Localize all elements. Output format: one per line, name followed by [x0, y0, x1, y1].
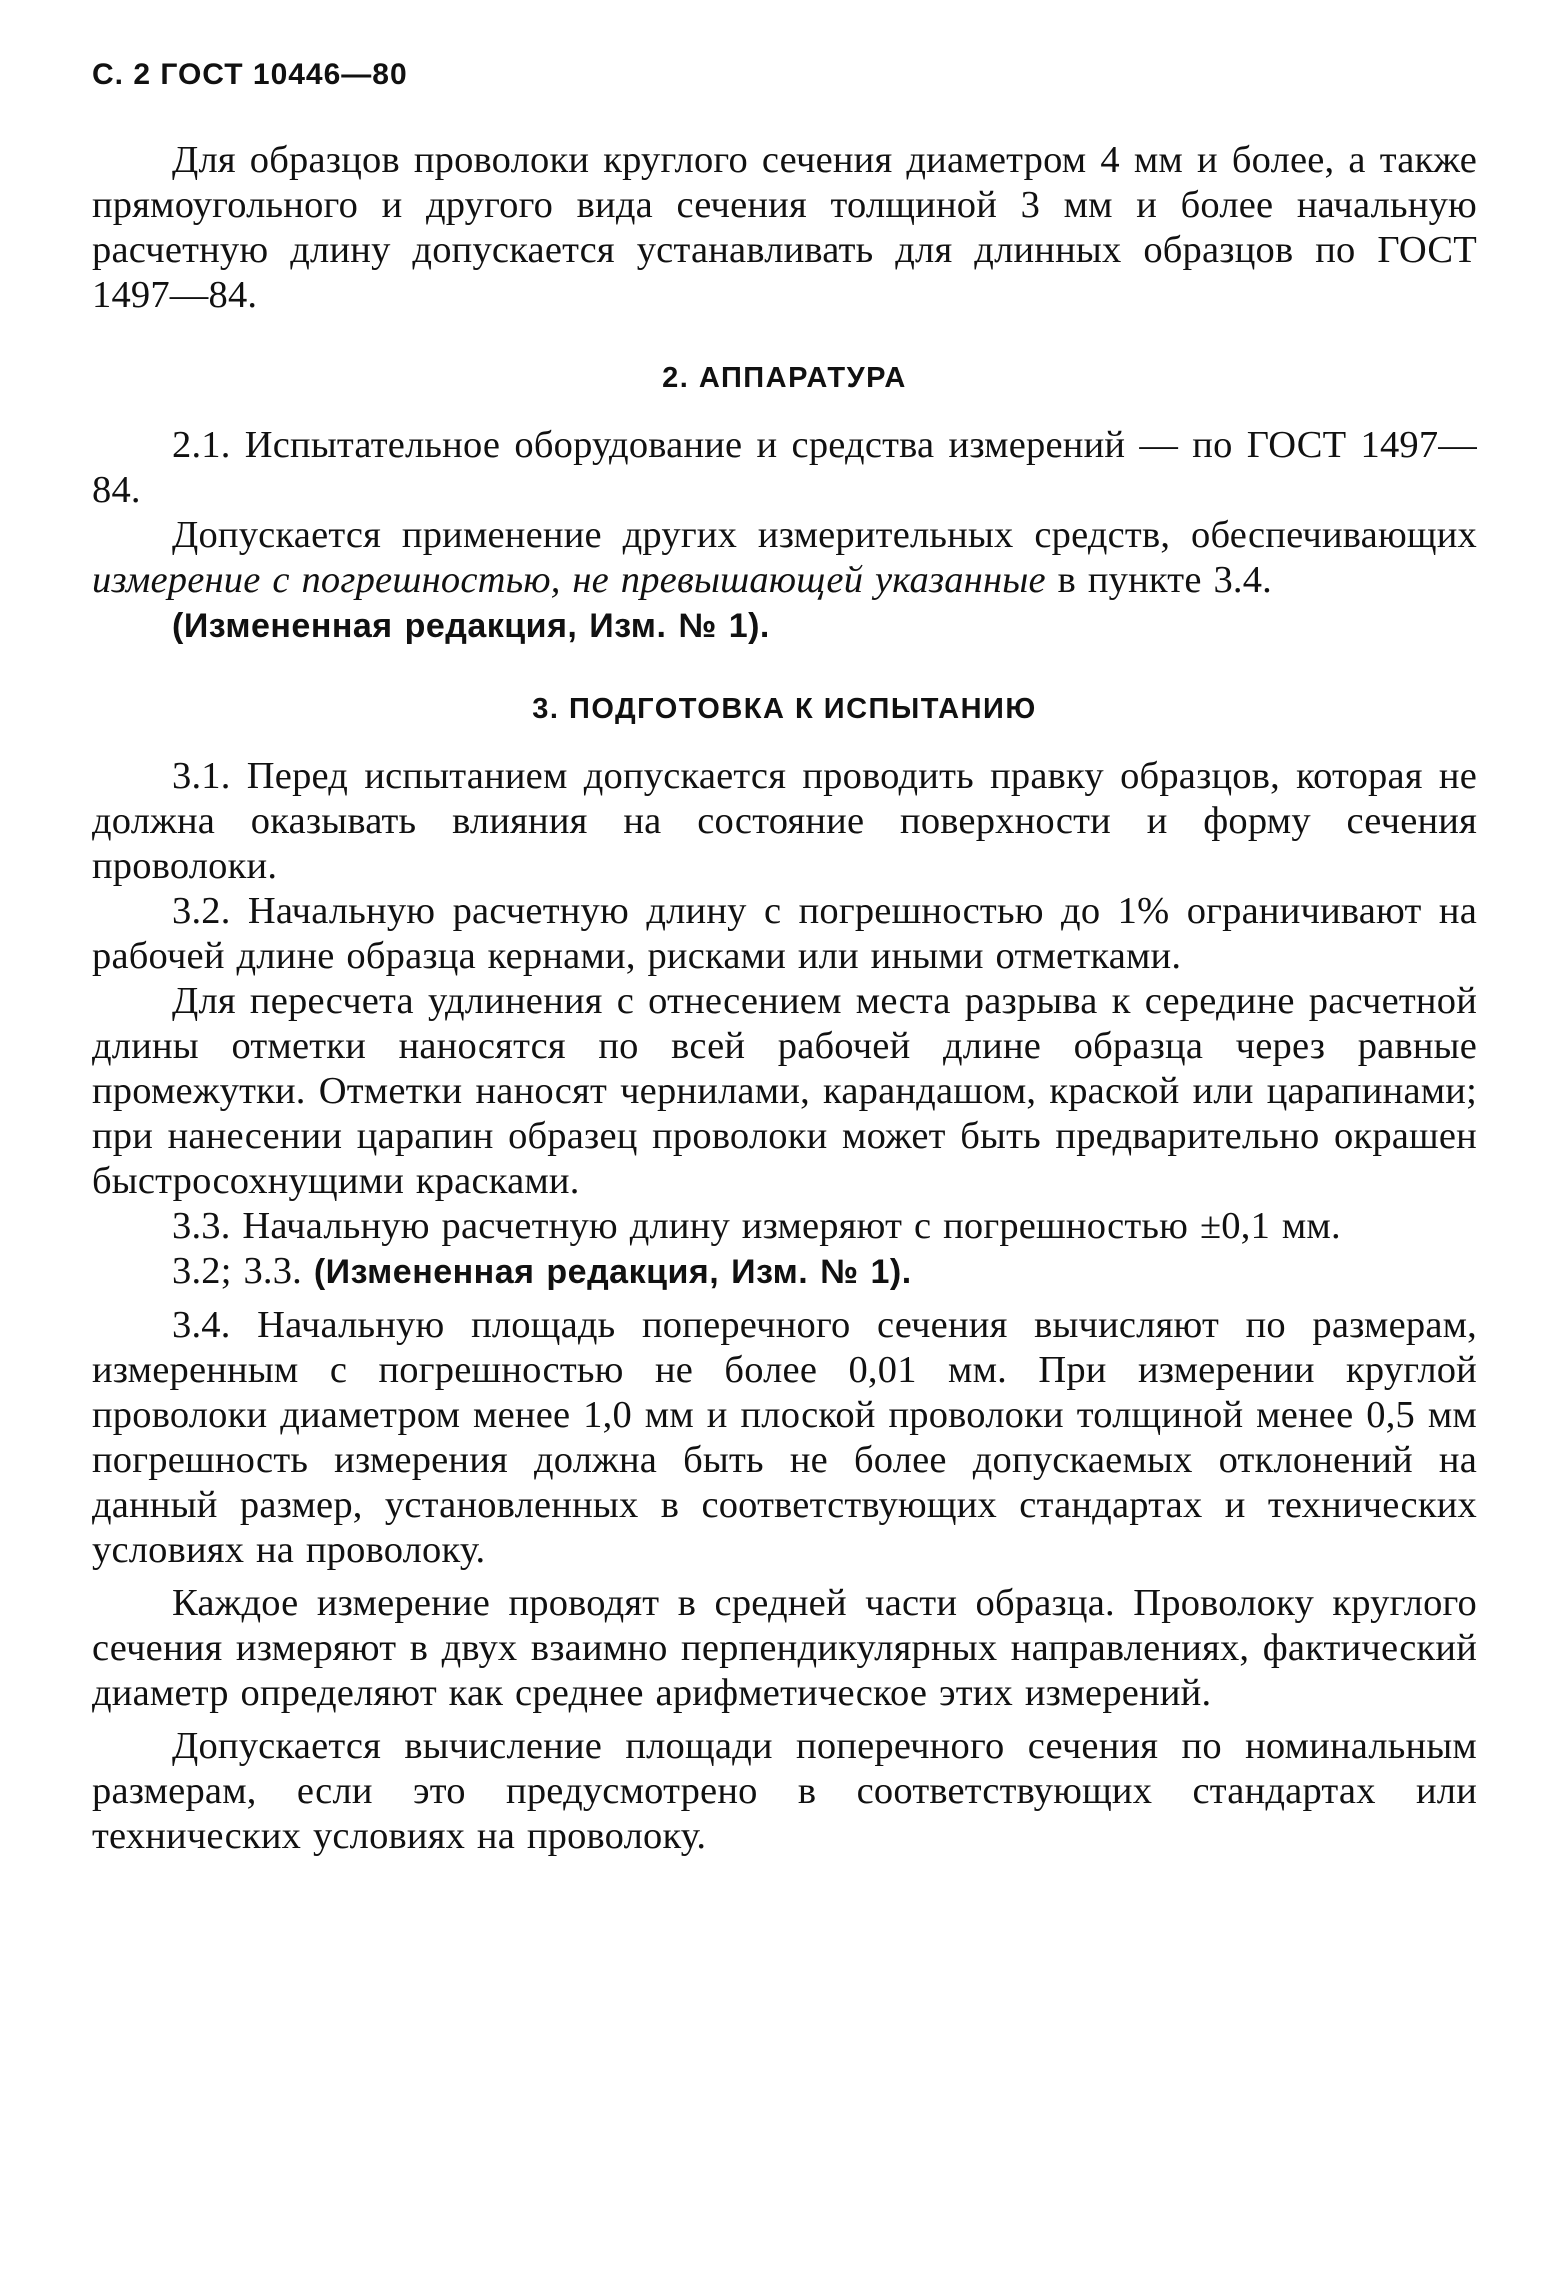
paragraph-3-3: 3.3. Начальную расчетную длину измеряют с погрешностью ±0,1 мм. [172, 1205, 1341, 1247]
paragraph-3-4-measurement: Каждое измерение проводят в средней части образца. Проволоку круглого сечения измеряют в двух взаимно перпендикулярных направлениях, фактический диаметр определяют как среднее арифметическое этих измерений. [92, 1582, 1477, 1714]
amendment-note-3-text: (Измененная редакция, Изм. № 1). [313, 1253, 912, 1291]
paragraph-2-1-measuring-italic: измерение с погрешностью, не превышающей указанные [92, 559, 1046, 601]
paragraph-2-1-measuring-end: в пункте 3.4. [1045, 559, 1272, 601]
running-head: С. 2 ГОСТ 10446—80 [92, 58, 408, 91]
paragraph-2-1-measuring-start: Допускается применение других измерительных средств, обеспечивающих [172, 514, 1477, 556]
paragraph-2-1: 2.1. Испытательное оборудование и средства измерений — по ГОСТ 1497—84. [92, 424, 1477, 511]
amendment-note-2 [92, 603, 1477, 649]
section-heading-apparatus: 2. АППАРАТУРА [662, 362, 907, 394]
intro-paragraph: Для образцов проволоки круглого сечения диаметром 4 мм и более, а также прямоугольного и другого вида сечения толщиной 3 мм и более начальную расчетную длину допускается устанавливать для длинных образцов по ГОСТ 1497—84. [92, 139, 1477, 316]
section-heading-preparation: 3. ПОДГОТОВКА К ИСПЫТАНИЮ [532, 693, 1037, 725]
paragraph-3-2: 3.2. Начальную расчетную длину с погрешностью до 1% ограничивают на рабочей длине образца кернами, рисками или иными отметками. [92, 890, 1477, 977]
paragraph-3-2-marks: Для пересчета удлинения с отнесением места разрыва к середине расчетной длины отметки наносятся по всей рабочей длине образца через равные промежутки. Отметки наносят чернилами, карандашом, краской или царапинами; при нанесении царапин образец проволоки может быть предварительно окрашен быстросохнущими красками. [92, 980, 1477, 1202]
paragraph-3-1: 3.1. Перед испытанием допускается проводить правку образцов, которая не должна оказывать влияния на состояние поверхности и форму сечения проволоки. [92, 755, 1477, 887]
paragraph-2-1-measuring [92, 513, 1477, 603]
amendment-note-2-text: (Измененная редакция, Изм. № 1). [172, 607, 770, 645]
amendment-note-3 [92, 1249, 1477, 1295]
paragraph-3-4: 3.4. Начальную площадь поперечного сечения вычисляют по размерам, измеренным с погрешностью не более 0,01 мм. При измерении круглой проволоки диаметром менее 1,0 мм и плоской проволоки толщиной менее 0,5 мм погрешность измерения должна быть не более допускаемых отклонений на данный размер, установленных в соответствующих стандартах и технических условиях на проволоку. [92, 1304, 1477, 1571]
paragraph-3-4-nominal: Допускается вычисление площади поперечного сечения по номинальным размерам, если это предусмотрено в соответствующих стандартах или технических условиях на проволоку. [92, 1725, 1477, 1857]
document-page [92, 58, 1477, 1859]
amendment-note-3-prefix: 3.2; 3.3. [172, 1250, 314, 1292]
